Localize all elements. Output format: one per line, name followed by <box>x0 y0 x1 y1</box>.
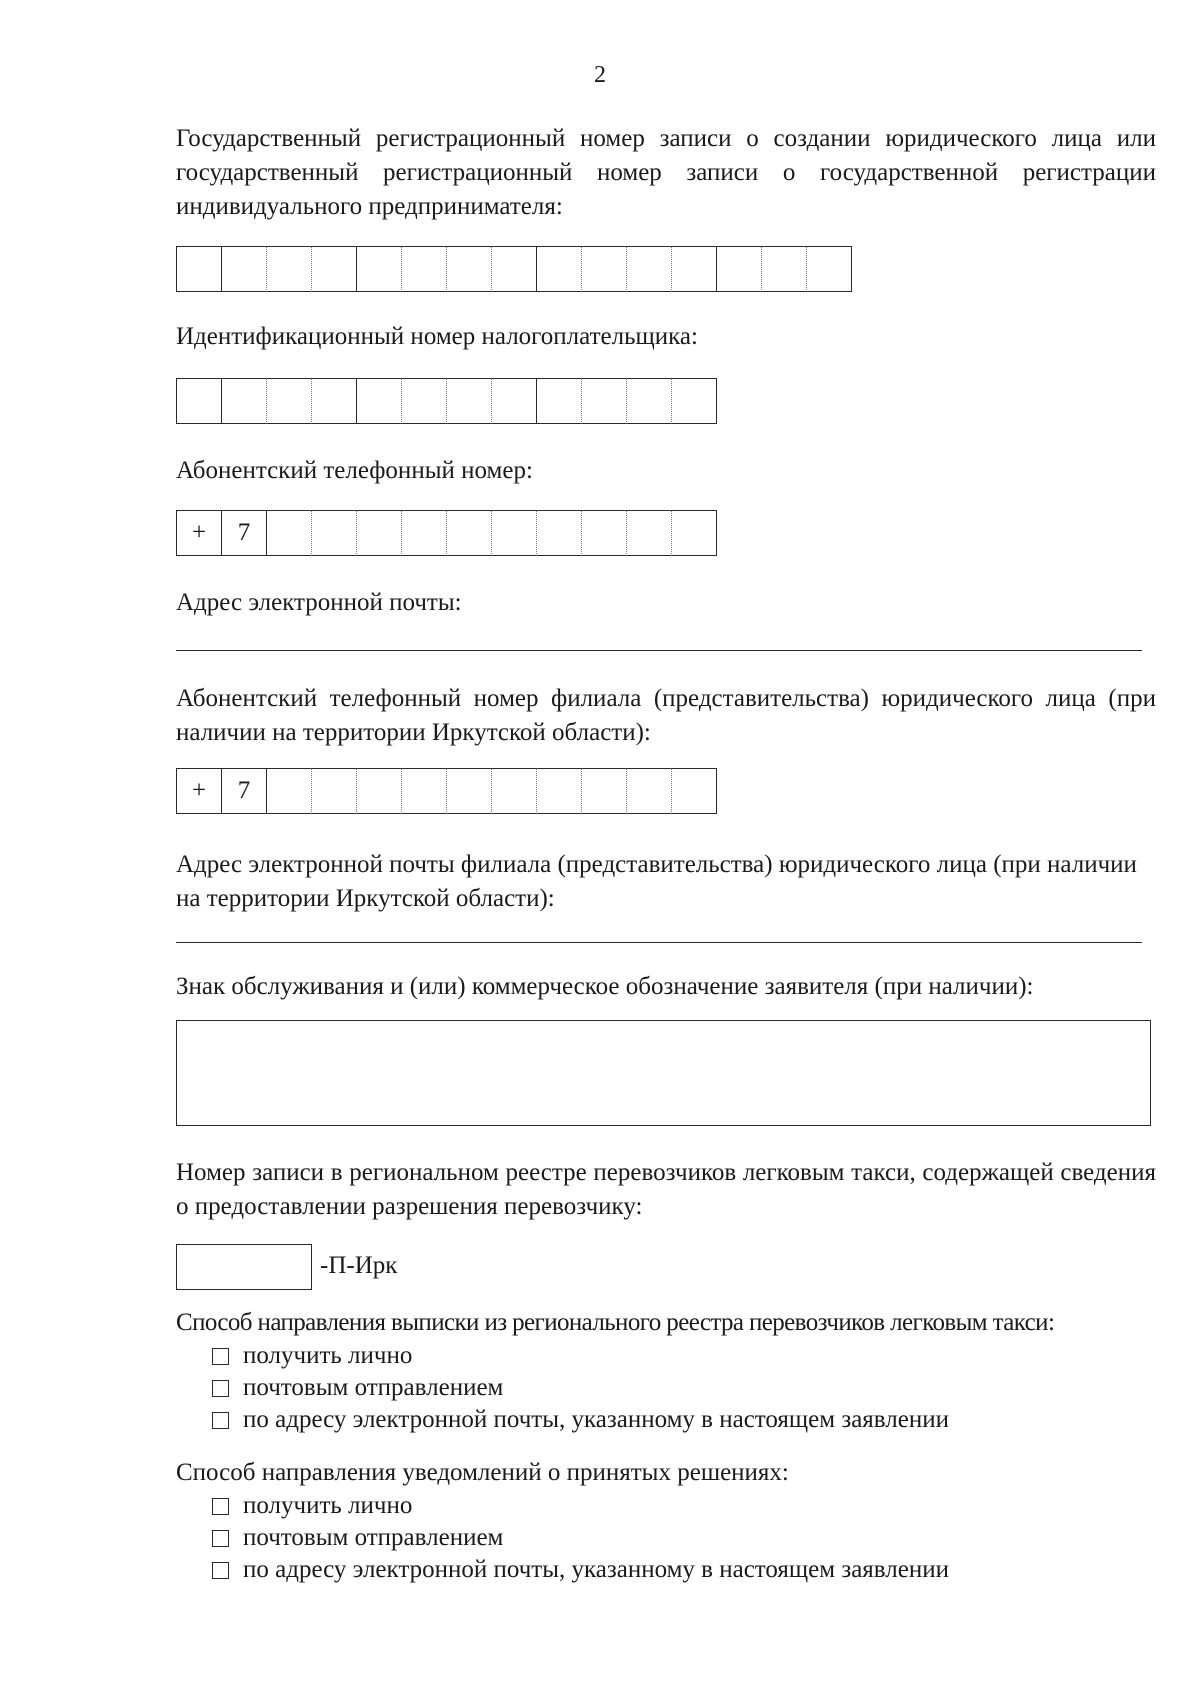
inn-cell[interactable] <box>447 378 492 424</box>
phone-cell[interactable] <box>447 510 492 556</box>
extract-delivery-options <box>212 1340 949 1436</box>
ogrn-cell[interactable] <box>402 246 447 292</box>
ogrn-cell[interactable] <box>807 246 852 292</box>
branch-email-field[interactable] <box>176 942 1142 943</box>
branch-phone-cell[interactable] <box>537 768 582 814</box>
ogrn-cell[interactable] <box>312 246 357 292</box>
notification-delivery-option[interactable] <box>212 1522 949 1554</box>
extract-delivery-label: Способ направления выписки из регионального реестра перевозчиков легковым такси: <box>176 1309 1055 1336</box>
branch-phone-cell[interactable]: 7 <box>222 768 267 814</box>
email-label: Адрес электронной почты: <box>176 589 462 616</box>
phone-label: Абонентский телефонный номер: <box>176 457 533 484</box>
phone-cell[interactable] <box>627 510 672 556</box>
registry-record-suffix: -П-Ирк <box>320 1252 398 1279</box>
phone-cell[interactable]: 7 <box>222 510 267 556</box>
branch-phone-label: Абонентский телефонный номер филиала (представительства) юридического лица (при наличии на территории Иркутской области): <box>176 685 1156 746</box>
branch-phone-cell[interactable] <box>447 768 492 814</box>
inn-cell[interactable] <box>402 378 447 424</box>
inn-cell[interactable] <box>312 378 357 424</box>
phone-cell[interactable] <box>672 510 717 556</box>
branch-phone-cell[interactable] <box>267 768 312 814</box>
branch-email-label: Адрес электронной почты филиала (представительства) юридического лица (при наличии на территории Иркутской области): <box>176 851 1137 912</box>
inn-cell[interactable] <box>267 378 312 424</box>
page-number: 2 <box>594 62 606 88</box>
notification-delivery-option[interactable] <box>212 1490 949 1522</box>
branch-phone-cell[interactable] <box>582 768 627 814</box>
email-field[interactable] <box>176 650 1142 651</box>
inn-cell[interactable] <box>672 378 717 424</box>
notification-delivery-options <box>212 1490 949 1586</box>
branch-phone-cell[interactable] <box>357 768 402 814</box>
checkbox[interactable] <box>212 1498 229 1515</box>
ogrn-cell[interactable] <box>447 246 492 292</box>
inn-cell[interactable] <box>357 378 402 424</box>
notification-delivery-label: Способ направления уведомлений о принятых решениях: <box>176 1459 789 1486</box>
branch-phone-cell[interactable]: + <box>177 768 222 814</box>
ogrn-cell[interactable] <box>717 246 762 292</box>
branch-phone-cell[interactable] <box>402 768 447 814</box>
inn-cell[interactable] <box>177 378 222 424</box>
extract-delivery-option-label: почтовым отправлением <box>243 1374 504 1401</box>
phone-cell[interactable]: + <box>177 510 222 556</box>
extract-delivery-option[interactable] <box>212 1372 949 1404</box>
phone-cell[interactable] <box>402 510 447 556</box>
ogrn-cell[interactable] <box>762 246 807 292</box>
branch-phone-cell[interactable] <box>312 768 357 814</box>
inn-cell[interactable] <box>222 378 267 424</box>
registry-record-label: Номер записи в региональном реестре перевозчиков легковым такси, содержащей сведения о предоставлении разрешения перевозчику: <box>176 1159 1156 1220</box>
ogrn-cell[interactable] <box>537 246 582 292</box>
phone-cell[interactable] <box>312 510 357 556</box>
phone-cell[interactable] <box>492 510 537 556</box>
inn-label: Идентификационный номер налогоплательщика: <box>176 323 698 350</box>
notification-delivery-option-label: почтовым отправлением <box>243 1524 504 1551</box>
inn-cells[interactable] <box>176 378 717 424</box>
phone-cell[interactable] <box>357 510 402 556</box>
extract-delivery-option-label: получить лично <box>243 1342 413 1369</box>
extract-delivery-option[interactable] <box>212 1340 949 1372</box>
ogrn-cell[interactable] <box>267 246 312 292</box>
phone-cell[interactable] <box>267 510 312 556</box>
phone-cell[interactable] <box>537 510 582 556</box>
ogrn-cell[interactable] <box>222 246 267 292</box>
ogrn-cell[interactable] <box>627 246 672 292</box>
branch-phone-cell[interactable] <box>627 768 672 814</box>
phone-cells[interactable] <box>176 510 717 556</box>
service-mark-label: Знак обслуживания и (или) коммерческое обозначение заявителя (при наличии): <box>176 973 1034 1000</box>
checkbox[interactable] <box>212 1530 229 1547</box>
branch-phone-cells[interactable] <box>176 768 717 814</box>
ogrn-cell[interactable] <box>582 246 627 292</box>
checkbox[interactable] <box>212 1348 229 1365</box>
ogrn-cell[interactable] <box>177 246 222 292</box>
ogrn-label: Государственный регистрационный номер записи о создании юридического лица или государственный регистрационный номер записи о государственной регистрации индивидуального предпринимателя: <box>176 125 1156 220</box>
ogrn-cell[interactable] <box>672 246 717 292</box>
checkbox[interactable] <box>212 1562 229 1579</box>
checkbox[interactable] <box>212 1412 229 1429</box>
inn-cell[interactable] <box>537 378 582 424</box>
branch-phone-cell[interactable] <box>672 768 717 814</box>
registry-record-input[interactable] <box>176 1244 312 1290</box>
inn-cell[interactable] <box>582 378 627 424</box>
inn-cell[interactable] <box>492 378 537 424</box>
service-mark-field[interactable] <box>176 1020 1151 1126</box>
notification-delivery-option[interactable] <box>212 1554 949 1586</box>
inn-cell[interactable] <box>627 378 672 424</box>
notification-delivery-option-label: получить лично <box>243 1492 413 1519</box>
extract-delivery-option[interactable] <box>212 1404 949 1436</box>
extract-delivery-option-label: по адресу электронной почты, указанному в настоящем заявлении <box>243 1406 949 1433</box>
ogrn-cell[interactable] <box>357 246 402 292</box>
checkbox[interactable] <box>212 1380 229 1397</box>
ogrn-cell[interactable] <box>492 246 537 292</box>
phone-cell[interactable] <box>582 510 627 556</box>
ogrn-cells[interactable] <box>176 246 852 292</box>
branch-phone-cell[interactable] <box>492 768 537 814</box>
notification-delivery-option-label: по адресу электронной почты, указанному в настоящем заявлении <box>243 1556 949 1583</box>
